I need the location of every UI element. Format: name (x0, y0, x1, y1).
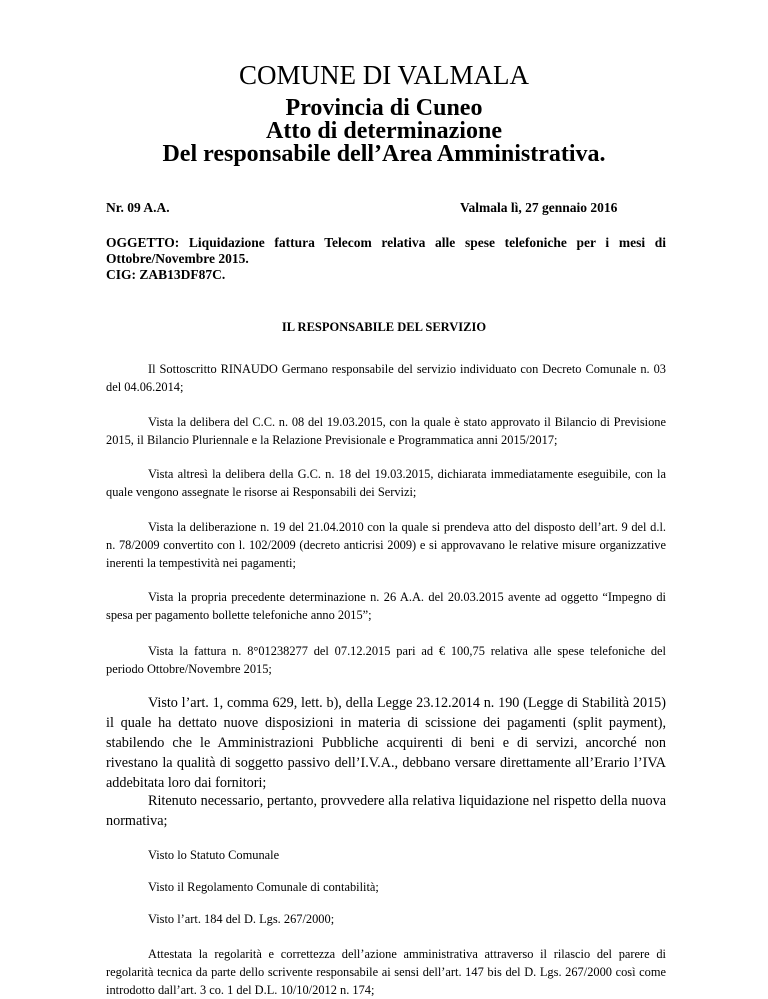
determination-number: Nr. 09 A.A. (106, 200, 170, 215)
issuer-line: Del responsabile dell’Area Amministrativa. (162, 141, 606, 167)
paragraph-budget: Vista la delibera del C.C. n. 08 del 19.03.2015, con la quale è stato approvato il Bilancio di Previsione 2015, il Bilancio Pluriennale e la Relazione Previsionale e Programmatica anni 2015/2017; (106, 415, 666, 447)
paragraph-split-payment: Visto l’art. 1, comma 629, lett. b), della Legge 23.12.2014 n. 190 (Legge di Stabilità 2015) il quale ha dettato nuove disposizioni in materia di scissione dei pagamenti (split payment), stabilendo che le Amministrazioni Pubbliche acquirenti di beni e di servizi, ancorché non rivestano la qualità di soggetto passivo dell’I.V.A., debbano versare direttamente all’Erario l’IVA addebitata loro dai fornitori; (106, 695, 666, 791)
municipality-title: COMUNE DI VALMALA (238, 60, 529, 90)
paragraph-regularity: Attestata la regolarità e correttezza dell’azione amministrativa attraverso il rilascio del parere di regolarità tecnica da parte dello scrivente responsabile ai sensi dell’art. 147 bis del D. Lgs. 267/2000 così come introdotto dall’art. 3 co. 1 del D.L. 10/10/2012 n. 174; (106, 947, 666, 997)
section-title: IL RESPONSABILE DEL SERVIZIO (281, 320, 487, 334)
act-type-line: Atto di determinazione (266, 118, 502, 144)
paragraph-liquidation: Ritenuto necessario, pertanto, provvedere alla relativa liquidazione nel rispetto della nuova normativa; (106, 793, 666, 829)
paragraph-resources: Vista altresì la delibera della G.C. n. 18 del 19.03.2015, dichiarata immediatamente eseguibile, con la quale vengono assegnate le risorse ai Responsabili dei Servizi; (106, 467, 666, 499)
paragraph-statute: Visto lo Statuto Comunale (148, 848, 280, 862)
subject-text: OGGETTO: Liquidazione fattura Telecom relativa alle spese telefoniche per i mesi di Ottobre/Novembre 2015. (106, 235, 666, 266)
province-line: Provincia di Cuneo (285, 95, 483, 121)
paragraph-appointment: Il Sottoscritto RINAUDO Germano responsabile del servizio individuato con Decreto Comunale n. 03 del 04.06.2014; (106, 362, 666, 394)
place-date: Valmala lì, 27 gennaio 2016 (460, 200, 618, 215)
subject-block (106, 235, 666, 283)
paragraph-payments: Vista la deliberazione n. 19 del 21.04.2010 con la quale si prendeva atto del disposto dell’art. 9 del d.l. n. 78/2009 convertito con l. 102/2009 (decreto anticrisi 2009) e si approvavano le relative misure organizzative inerenti la tempestività nei pagamenti; (106, 520, 666, 570)
cig-code: CIG: ZAB13DF87C. (106, 267, 226, 282)
paragraph-previous-determination: Vista la propria precedente determinazione n. 26 A.A. del 20.03.2015 avente ad oggetto “Impegno di spesa per pagamento bollette telefoniche anno 2015”; (106, 590, 666, 622)
paragraph-invoice: Vista la fattura n. 8°01238277 del 07.12.2015 pari ad € 100,75 relativa alle spese telefoniche del periodo Ottobre/Novembre 2015; (106, 644, 666, 676)
paragraph-regulation: Visto il Regolamento Comunale di contabilità; (148, 880, 379, 894)
paragraph-law-reference: Visto l’art. 184 del D. Lgs. 267/2000; (148, 912, 335, 926)
